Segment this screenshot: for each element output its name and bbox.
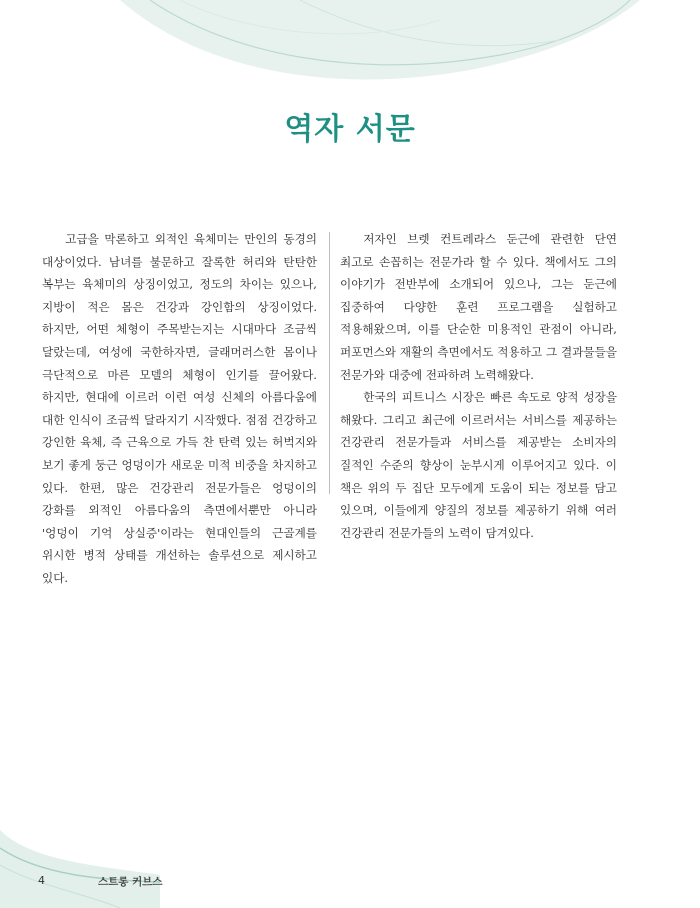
page-title: 역자 서문 — [284, 112, 416, 147]
right-column — [340, 228, 617, 544]
right-paragraph-1: 저자인 브렛 컨트레라스 둔근에 관련한 단연 최고로 손꼽히는 전문가라 할 수 있다. 책에서도 그의 이야기가 전반부에 소개되어 있으나, 그는 둔근에 집중하여 다양한 훈련 프로그램을 실험하고 적용해왔으며, 이를 단순한 미용적인 관점이 아니라, 퍼포먼스와 재활의 측면에서도 적용하고 그 결과물들을 전문가와 대중에 전파하려 노력해왔다. — [340, 232, 617, 382]
page-number: 4 — [38, 874, 45, 887]
right-paragraph-2: 한국의 피트니스 시장은 빠른 속도로 양적 성장을 해왔다. 그리고 최근에 이르러서는 서비스를 제공하는 건강관리 전문가들과 서비스를 제공받는 소비자의 질적인 수준의 향상이 눈부시게 이루어지고 있다. 이 책은 위의 두 집단 모두에게 도움이 되는 정보를 담고 있으며, 이들에게 양질의 정보를 제공하기 위해 여러 건강관리 전문가들의 노력이 담겨있다. — [340, 390, 617, 540]
footer-swoosh-decoration — [0, 820, 160, 908]
column-divider — [329, 232, 330, 494]
left-column — [42, 228, 317, 590]
left-paragraph-1: 고급을 막론하고 외적인 육체미는 만인의 동경의 대상이었다. 남녀를 불문하고 잘록한 허리와 탄탄한 복부는 육체미의 상징이었고, 정도의 차이는 있으나, 지방이 적은 몸은 건강과 강인함의 상징이었다. 하지만, 어떤 체형이 주목받는지는 시대마다 조금씩 달랐는데, 여성에 국한하자면, 글래머러스한 몸이나 극단적으로 마른 모델의 체형이 인기를 끌어왔다. 하지만, 현대에 이르러 이런 여성 신체의 아름다움에 대한 인식이 조금씩 달라지기 시작했다. 점점 건강하고 강인한 육체, 즉 근육으로 가득 찬 탄력 있는 허벅지와 보기 좋게 둥근 엉덩이가 새로운 미적 비중을 차지하고 있다. 한편, 많은 건강관리 전문가들은 엉덩이의 강화를 외적인 아름다움의 측면에서뿐만 아니라 '엉덩이 기억 상실증'이라는 현대인들의 근골계를 위시한 병적 상태를 개선하는 솔루션으로 제시하고 있다. — [42, 232, 317, 585]
running-footer-title: 스트롱 커브스 — [98, 876, 163, 888]
header-swoosh-decoration — [0, 0, 700, 110]
